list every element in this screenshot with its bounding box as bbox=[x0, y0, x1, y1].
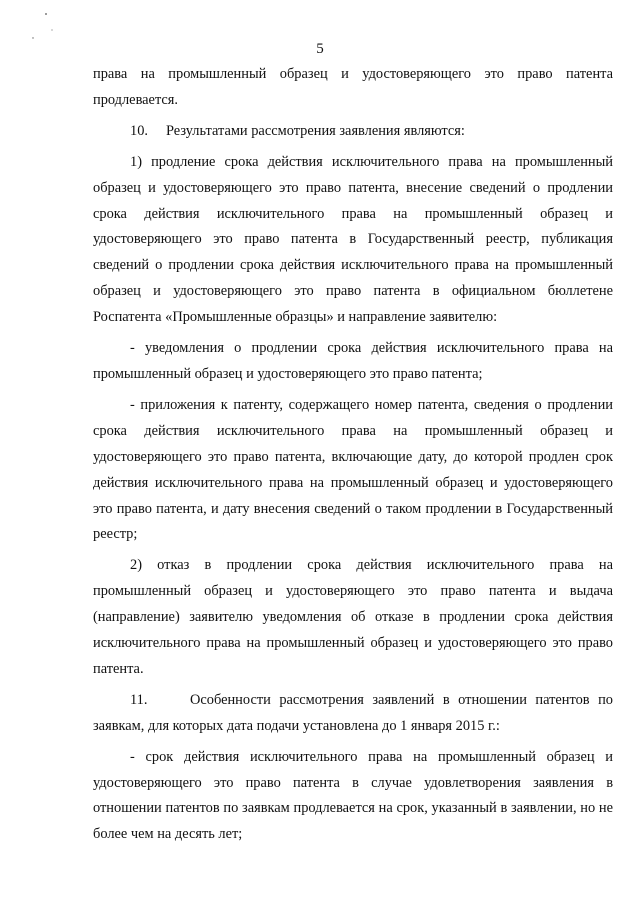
paragraph-appendix: - приложения к патенту, содержащего номер патента, сведения о продлении срока действия исключительного права на промышленный образец и удостоверяющего это право патента, включающие дату, до которой продлен срок действия исключительного права на промышленный образец и удостоверяющего это право патента, и дату внесения сведений о таком продлении в Государственный реестр; bbox=[93, 396, 613, 543]
paragraph-continuation: права на промышленный образец и удостоверяющего это право патента продлевается. bbox=[93, 66, 613, 108]
paragraph-item-11: 11. Особенности рассмотрения заявлений в отношении патентов по заявкам, для которых дата подачи установлена до 1 января 2015 г.: bbox=[93, 691, 613, 734]
paragraph-item-10: 10. Результатами рассмотрения заявления являются: bbox=[130, 122, 465, 139]
document-body bbox=[93, 62, 613, 848]
paragraph-notice: - уведомления о продлении срока действия исключительного права на промышленный образец и удостоверяющего это право патента; bbox=[93, 340, 613, 382]
paragraph-result-1: 1) продление срока действия исключительного права на промышленный образец и удостоверяющего это право патента, внесение сведений о продлении срока действия исключительного права на промышленный образец и удостоверяющего это право патента в Государственный реестр, публикация сведений о продлении срока действия исключительного права на промышленный образец и удостоверяющего это право патента в официальном бюллетене Роспатента «Промышленные образцы» и направление заявителю: bbox=[93, 153, 613, 326]
paragraph-term: - срок действия исключительного права на промышленный образец и удостоверяющего это право патента в случае удовлетворения заявления в отношении патентов по заявкам продлевается на срок, указанный в заявлении, но не более чем на десять лет; bbox=[93, 748, 613, 843]
paragraph-result-2: 2) отказ в продлении срока действия исключительного права на промышленный образец и удостоверяющего это право патента и выдача (направление) заявителю уведомления об отказе в продлении срока действия исключительного права на промышленный образец и удостоверяющего это право патента. bbox=[93, 557, 613, 677]
page-number: 5 bbox=[316, 41, 324, 57]
